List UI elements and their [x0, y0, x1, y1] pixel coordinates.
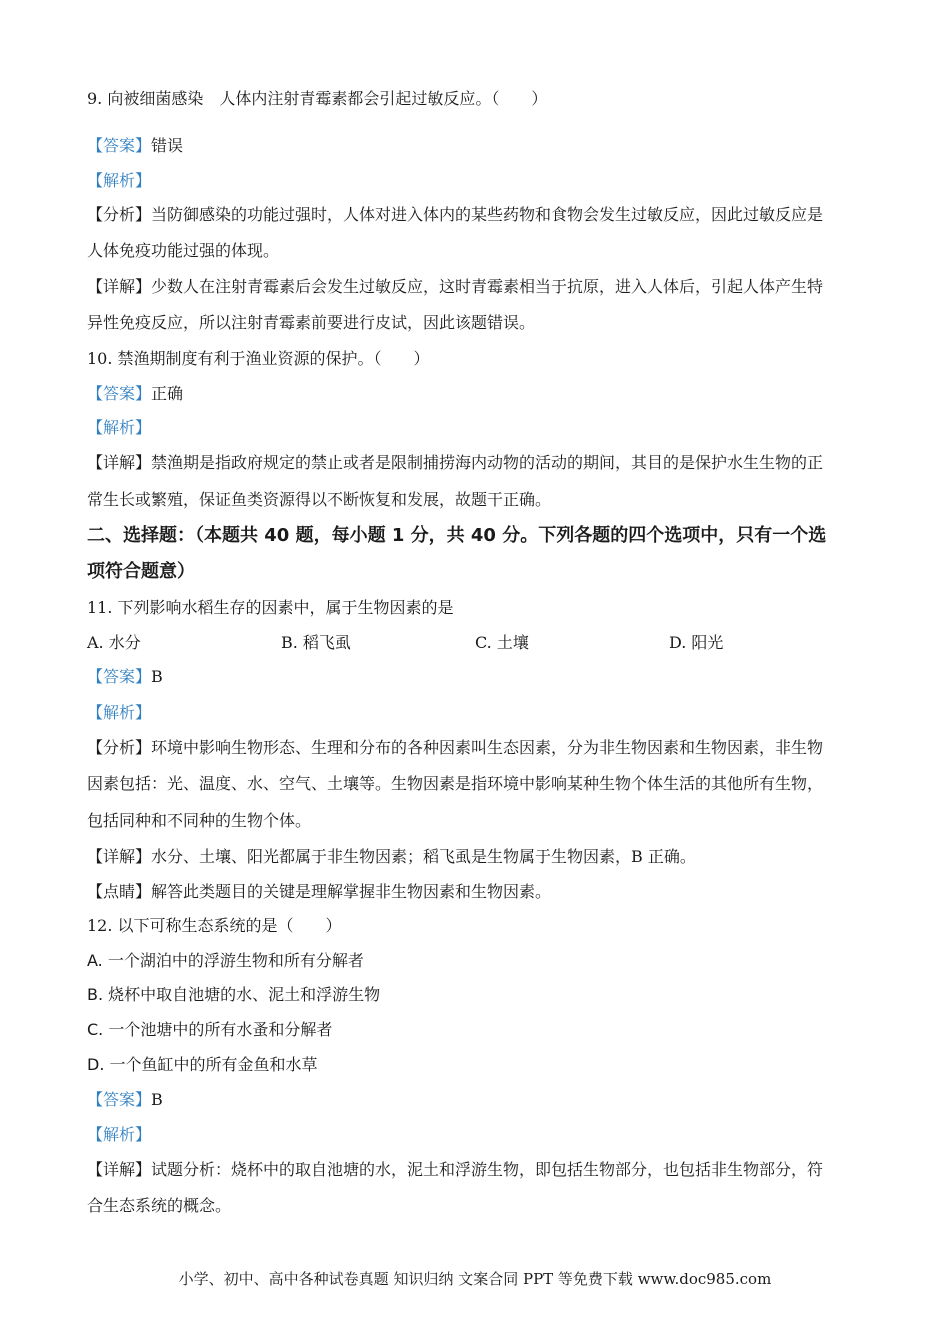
q11-option-c: C. 土壤: [475, 633, 529, 652]
q12-detail-line-1: [87, 1159, 867, 1181]
fenxi-tag: 【分析】: [87, 205, 152, 224]
q10-answer-line: [87, 383, 867, 405]
q10-detail-text-1: 禁渔期是指政府规定的禁止或者是限制捕捞海内动物的活动的期间，其目的是保护水生生物的正: [151, 453, 824, 472]
analysis-tag: 【解析】: [87, 703, 152, 722]
page-footer: 小学、初中、高中各种试卷真题 知识归纳 文案合同 PPT 等免费下载 www.doc985.com: [178, 1270, 772, 1288]
q10-question: 10. 禁渔期制度有利于渔业资源的保护。（ ）: [87, 349, 430, 368]
q11-fenxi-line-1: [87, 737, 867, 759]
q11-fenxi-line-2: 因素包括：光、温度、水、空气、土壤等。生物因素是指环境中影响某种生物个体生活的其他所有生物，: [87, 774, 824, 793]
q10-answer: 正确: [151, 384, 184, 403]
q11-dianjing-text: 解答此类题目的关键是理解掌握非生物因素和生物因素。: [151, 882, 552, 901]
q9-fenxi-line-2: 人体免疫功能过强的体现。: [87, 241, 280, 260]
q12-option-c: C. 一个池塘中的所有水蚤和分解者: [87, 1020, 333, 1039]
q12-answer: B: [151, 1090, 163, 1109]
dianjing-tag: 【点睛】: [87, 882, 152, 901]
q10-detail-line-1: [87, 452, 867, 474]
answer-tag: 【答案】: [87, 1090, 152, 1109]
q12-analysis-tag: [87, 1124, 867, 1146]
q9-question: 9. 向被细菌感染 人体内注射青霉素都会引起过敏反应。（ ）: [87, 89, 548, 108]
q9-answer-line: [87, 135, 867, 157]
q12-question: 12. 以下可称生态系统的是（ ）: [87, 916, 342, 935]
q11-detail-text-1: 水分、土壤、阳光都属于非生物因素；稻飞虱是生物属于生物因素，B 正确。: [151, 847, 696, 866]
q12-detail-line-2: 合生态系统的概念。: [87, 1196, 232, 1215]
section-heading-line-2: 项符合题意）: [87, 561, 195, 582]
detail-tag: 【详解】: [87, 1160, 152, 1179]
q11-answer-line: [87, 666, 867, 688]
q11-fenxi-text-1: 环境中影响生物形态、生理和分布的各种因素叫生态因素，分为非生物因素和生物因素，非生物: [151, 738, 824, 757]
q9-fenxi-text-1: 当防御感染的功能过强时，人体对进入体内的某些药物和食物会发生过敏反应，因此过敏反应是: [151, 205, 824, 224]
detail-tag: 【详解】: [87, 277, 152, 296]
q9-detail-line-2: 异性免疫反应，所以注射青霉素前要进行皮试，因此该题错误。: [87, 313, 536, 332]
q11-question: 11. 下列影响水稻生存的因素中，属于生物因素的是: [87, 598, 454, 617]
answer-tag: 【答案】: [87, 384, 152, 403]
analysis-tag: 【解析】: [87, 418, 152, 437]
q11-analysis-tag: [87, 702, 867, 724]
q11-option-b: B. 稻飞虱: [281, 633, 351, 652]
analysis-tag: 【解析】: [87, 1125, 152, 1144]
q9-analysis-tag: [87, 170, 867, 192]
q12-option-d: D. 一个鱼缸中的所有金鱼和水草: [87, 1055, 318, 1074]
fenxi-tag: 【分析】: [87, 738, 152, 757]
answer-tag: 【答案】: [87, 667, 152, 686]
detail-tag: 【详解】: [87, 847, 152, 866]
q9-detail-line-1: [87, 276, 867, 298]
detail-tag: 【详解】: [87, 453, 152, 472]
q12-option-b: B. 烧杯中取自池塘的水、泥土和浮游生物: [87, 985, 381, 1004]
q9-answer: 错误: [151, 136, 184, 155]
q12-answer-line: [87, 1089, 867, 1111]
q9-fenxi-line-1: [87, 204, 867, 226]
q11-answer: B: [151, 667, 163, 686]
answer-tag: 【答案】: [87, 136, 152, 155]
section-heading-line-1: 二、选择题：（本题共 40 题，每小题 1 分，共 40 分。下列各题的四个选项中，只有一个选: [87, 525, 827, 546]
analysis-tag: 【解析】: [87, 171, 152, 190]
q11-detail-line-1: [87, 846, 867, 868]
q10-analysis-tag: [87, 417, 867, 439]
q11-fenxi-line-3: 包括同种和不同种的生物个体。: [87, 811, 312, 830]
q11-option-a: A. 水分: [87, 633, 141, 652]
q10-detail-line-2: 常生长或繁殖，保证鱼类资源得以不断恢复和发展，故题干正确。: [87, 490, 552, 509]
q12-detail-text-1: 试题分析：烧杯中的取自池塘的水，泥土和浮游生物，即包括生物部分，也包括非生物部分，符: [151, 1160, 824, 1179]
q9-detail-text-1: 少数人在注射青霉素后会发生过敏反应，这时青霉素相当于抗原，进入人体后，引起人体产生特: [151, 277, 824, 296]
q11-option-d: D. 阳光: [669, 633, 724, 652]
q12-option-a: A. 一个湖泊中的浮游生物和所有分解者: [87, 951, 364, 970]
q11-dianjing-line: [87, 881, 867, 903]
